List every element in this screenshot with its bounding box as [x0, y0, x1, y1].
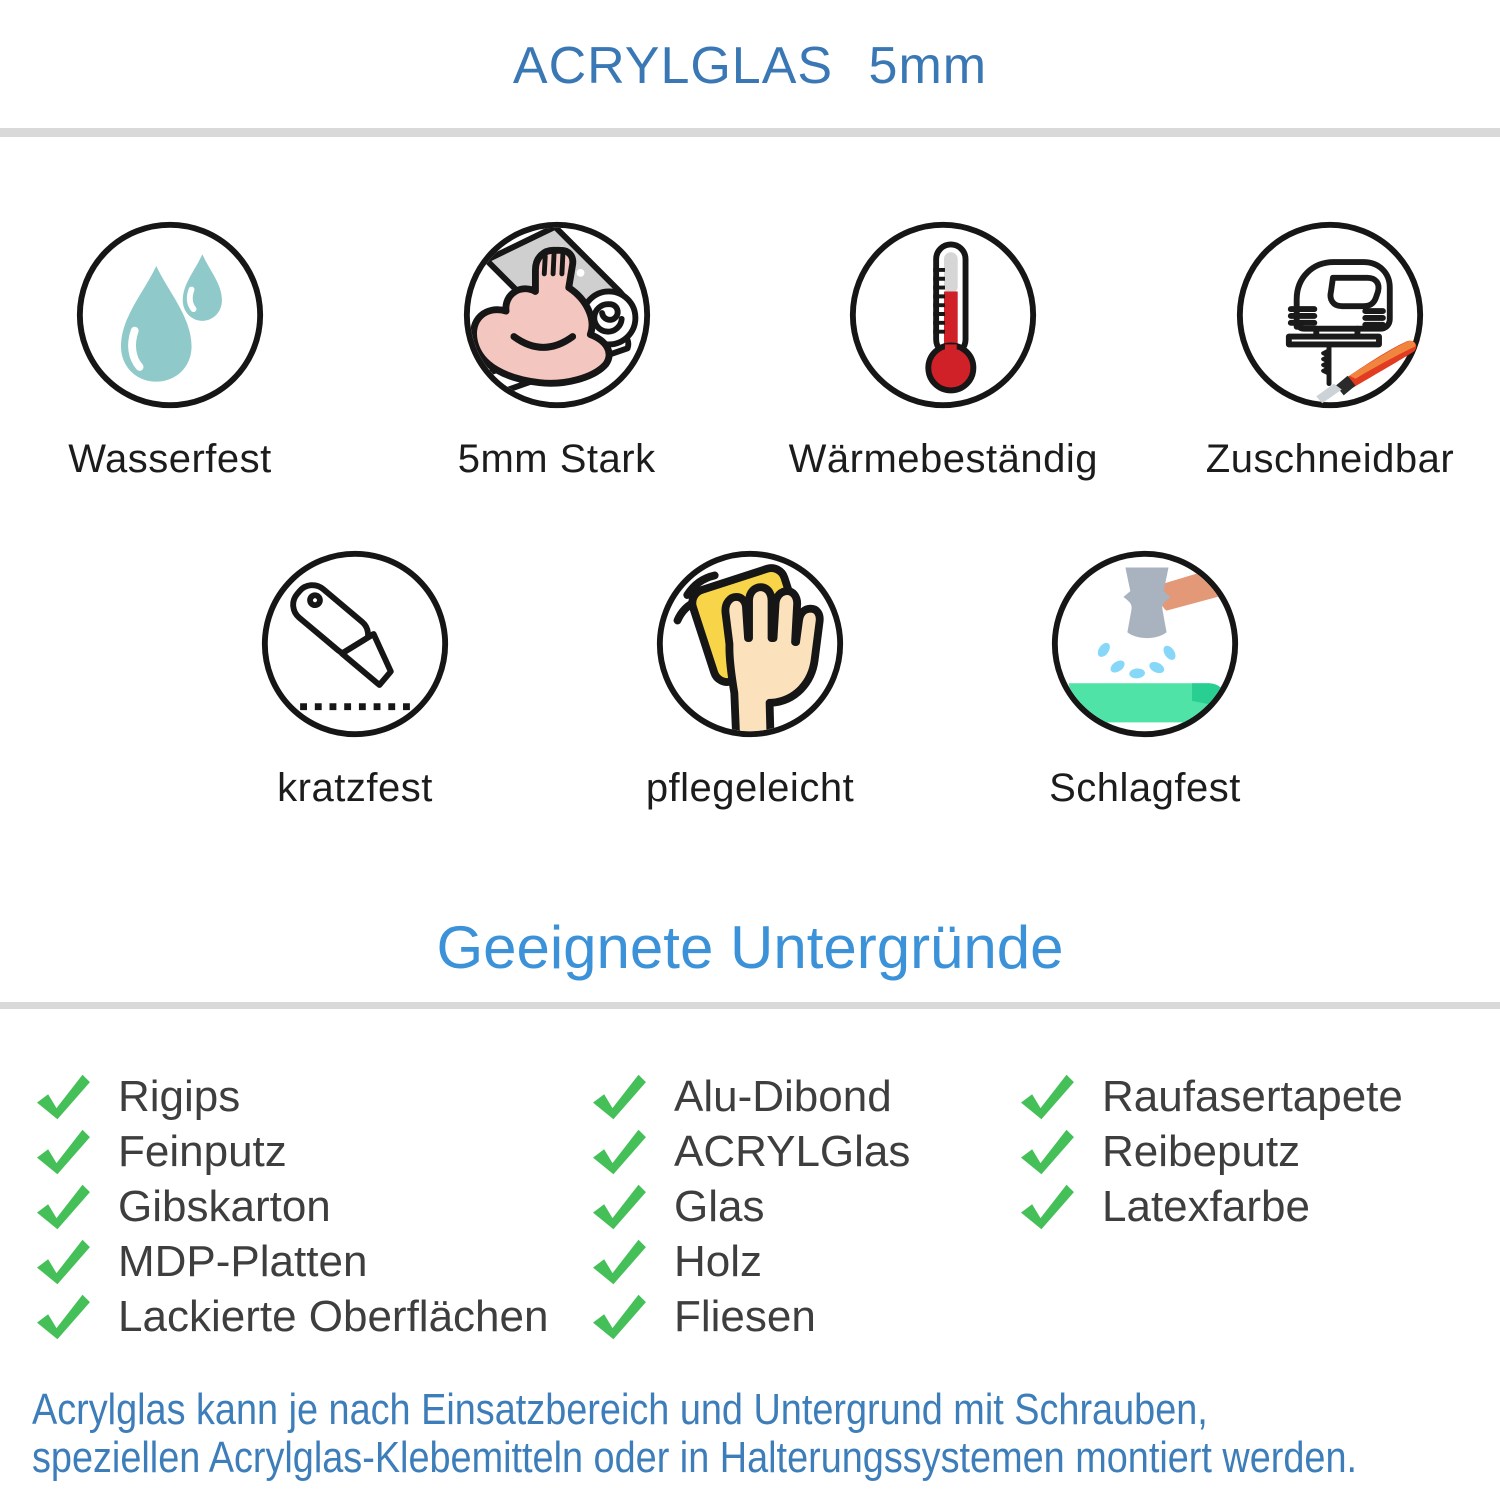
check-icon [588, 1236, 650, 1288]
wiping-hand-icon [652, 546, 848, 742]
feature-label: Wärmebeständig [788, 437, 1098, 481]
list-item-label: Rigips [118, 1071, 241, 1121]
substrates-column-3 [1016, 1069, 1468, 1234]
list-item-label: Alu-Dibond [674, 1071, 892, 1121]
feature-kratzfest [215, 546, 495, 811]
list-item [32, 1069, 588, 1124]
list-item-label: Reibeputz [1102, 1126, 1301, 1176]
feature-5mm-stark [417, 217, 697, 482]
list-item [1016, 1124, 1468, 1179]
list-item [1016, 1179, 1468, 1234]
list-item [588, 1069, 1016, 1124]
mounting-note [0, 1386, 1500, 1482]
feature-label: Schlagfest [1049, 766, 1241, 810]
list-item [588, 1179, 1016, 1234]
list-item [32, 1179, 588, 1234]
water-drops-icon [72, 217, 268, 413]
check-icon [32, 1291, 94, 1343]
check-icon [32, 1126, 94, 1178]
page-title: ACRYLGLAS 5mm [512, 37, 988, 95]
list-item-label: ACRYLGlas [674, 1126, 911, 1176]
feature-label: Wasserfest [68, 437, 272, 481]
list-item [32, 1289, 588, 1344]
list-item [588, 1289, 1016, 1344]
check-icon [32, 1071, 94, 1123]
substrates-list [0, 1069, 1500, 1344]
check-icon [32, 1236, 94, 1288]
feature-pflegeleicht [610, 546, 890, 811]
list-item [588, 1234, 1016, 1289]
list-item-label: Feinputz [118, 1126, 287, 1176]
list-item [32, 1124, 588, 1179]
check-icon [32, 1181, 94, 1233]
list-item [1016, 1069, 1468, 1124]
mounting-note-line-2: speziellen Acrylglas-Klebemitteln oder in Halterungssystemen montiert werden. [32, 1433, 1358, 1482]
divider-bar-top [0, 128, 1500, 137]
jigsaw-icon [1232, 217, 1428, 413]
substrates-heading: Geeignete Untergründe [436, 914, 1064, 981]
feature-label: kratzfest [277, 766, 433, 810]
feature-label: Zuschneidbar [1205, 437, 1455, 481]
check-icon [588, 1291, 650, 1343]
feature-wasserfest [30, 217, 310, 482]
list-item-label: MDP-Platten [118, 1236, 368, 1286]
list-item [32, 1234, 588, 1289]
list-item-label: Glas [674, 1181, 765, 1231]
divider-bar-middle [0, 1002, 1500, 1009]
list-item-label: Lackierte Oberflächen [118, 1291, 549, 1341]
check-icon [588, 1181, 650, 1233]
thermometer-icon [845, 217, 1041, 413]
check-icon [1016, 1071, 1078, 1123]
hammer-icon [1047, 546, 1243, 742]
feature-zuschneidbar [1190, 217, 1470, 482]
feature-waermebestaendig [788, 217, 1098, 482]
substrates-column-1 [0, 1069, 588, 1344]
list-item-label: Latexfarbe [1102, 1181, 1310, 1231]
feature-row-2 [215, 546, 1285, 811]
feature-label: 5mm Stark [457, 437, 656, 481]
list-item-label: Gibskarton [118, 1181, 331, 1231]
list-item-label: Raufasertapete [1102, 1071, 1403, 1121]
list-item-label: Fliesen [674, 1291, 816, 1341]
feature-label: pflegeleicht [645, 766, 855, 810]
list-item-label: Holz [674, 1236, 763, 1286]
check-icon [1016, 1181, 1078, 1233]
mounting-note-line-1: Acrylglas kann je nach Einsatzbereich und Untergrund mit Schrauben, [32, 1385, 1208, 1434]
check-icon [588, 1126, 650, 1178]
feature-row-1 [0, 217, 1500, 482]
check-icon [1016, 1126, 1078, 1178]
list-item [588, 1124, 1016, 1179]
check-icon [588, 1071, 650, 1123]
muscle-arm-icon [459, 217, 655, 413]
utility-knife-icon [257, 546, 453, 742]
feature-schlagfest [1005, 546, 1285, 811]
substrates-column-2 [588, 1069, 1016, 1344]
